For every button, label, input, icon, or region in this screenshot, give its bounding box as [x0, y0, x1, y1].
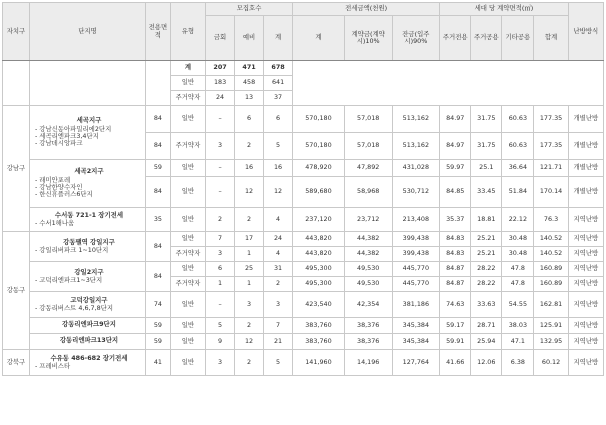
- excl-cell: 84.85: [440, 177, 471, 208]
- total-cell: 3: [264, 292, 293, 318]
- common-cell: 28.22: [471, 262, 502, 277]
- excl-cell: 35.37: [440, 208, 471, 232]
- total-cell: 7: [264, 318, 293, 334]
- complex-sub: - 프레비스타: [34, 362, 71, 370]
- header-price-group: 전세금액(천원): [293, 3, 440, 16]
- common-cell: 31.75: [471, 133, 502, 160]
- excl-cell: 84.97: [440, 133, 471, 160]
- summary-now: 207: [206, 61, 235, 76]
- sum-cell: 140.52: [534, 247, 568, 262]
- header-recruit-now: 금회: [206, 16, 235, 61]
- price-cell: 383,760: [293, 334, 345, 350]
- table-row: [3, 334, 604, 350]
- type-cell: 일반: [170, 318, 205, 334]
- table-row: [3, 232, 604, 247]
- type-cell: 주거약자: [170, 277, 205, 292]
- excl-cell: 41.66: [440, 350, 471, 376]
- heat-cell: 지역난방: [568, 318, 603, 334]
- other-cell: 60.63: [502, 106, 534, 133]
- type-cell: 주거약자: [170, 133, 205, 160]
- complex-title: 강동팰역 강일지구: [63, 237, 115, 246]
- reserve-cell: 2: [235, 208, 264, 232]
- complex-cell: [29, 334, 145, 350]
- complex-title: 세곡2지구: [74, 167, 104, 176]
- header-area-exclusive: 주거전용: [440, 16, 471, 61]
- now-cell: –: [206, 292, 235, 318]
- complex-cell: [29, 292, 145, 318]
- summary-type: 계: [170, 61, 205, 76]
- header-type: 유형: [170, 3, 205, 61]
- header-district: 자치구: [3, 3, 30, 61]
- other-cell: 30.48: [502, 247, 534, 262]
- other-cell: 60.63: [502, 133, 534, 160]
- excl-cell: 84.97: [440, 106, 471, 133]
- area-cell: 41: [145, 350, 170, 376]
- table-row: [3, 160, 604, 177]
- complex-cell: [29, 318, 145, 334]
- header-area-common: 주거공용: [471, 16, 502, 61]
- header-recruit-group: 모집호수: [206, 3, 293, 16]
- reserve-cell: 2: [235, 350, 264, 376]
- price-cell: 495,300: [293, 277, 345, 292]
- header-recruit-total: 계: [264, 16, 293, 61]
- header-price-balance: 잔금(입주시)90%: [392, 16, 440, 61]
- deposit-cell: 58,968: [344, 177, 392, 208]
- heat-cell: 지역난방: [568, 208, 603, 232]
- common-cell: 31.75: [471, 106, 502, 133]
- reserve-cell: 1: [235, 247, 264, 262]
- type-cell: 일반: [170, 208, 205, 232]
- common-cell: 18.81: [471, 208, 502, 232]
- sum-cell: 170.14: [534, 177, 568, 208]
- balance-cell: 213,408: [392, 208, 440, 232]
- price-cell: 443,820: [293, 232, 345, 247]
- reserve-cell: 12: [235, 334, 264, 350]
- excl-cell: 74.63: [440, 292, 471, 318]
- area-cell: 84: [145, 133, 170, 160]
- table-header: [3, 3, 604, 61]
- price-cell: 570,180: [293, 106, 345, 133]
- other-cell: 36.64: [502, 160, 534, 177]
- sum-cell: 177.35: [534, 106, 568, 133]
- reserve-cell: 12: [235, 177, 264, 208]
- complex-sub: - 강일리버파크 1~10단지: [34, 246, 109, 254]
- type-cell: 일반: [170, 177, 205, 208]
- common-cell: 12.06: [471, 350, 502, 376]
- total-cell: 4: [264, 247, 293, 262]
- area-cell: 59: [145, 334, 170, 350]
- summary-blank: [29, 61, 145, 106]
- area-cell: 59: [145, 318, 170, 334]
- excl-cell: 59.17: [440, 318, 471, 334]
- type-cell: 일반: [170, 160, 205, 177]
- now-cell: –: [206, 160, 235, 177]
- total-cell: 4: [264, 208, 293, 232]
- sum-cell: 160.89: [534, 262, 568, 277]
- price-cell: 589,680: [293, 177, 345, 208]
- total-cell: 24: [264, 232, 293, 247]
- complex-sub: - 고덕리엔파크1~3단지: [34, 276, 103, 284]
- deposit-cell: 49,530: [344, 277, 392, 292]
- price-cell: 237,120: [293, 208, 345, 232]
- reserve-cell: 6: [235, 106, 264, 133]
- excl-cell: 84.83: [440, 247, 471, 262]
- type-cell: 일반: [170, 232, 205, 247]
- price-cell: 478,920: [293, 160, 345, 177]
- other-cell: 22.12: [502, 208, 534, 232]
- balance-cell: 445,770: [392, 277, 440, 292]
- complex-sub: - 강남데시앙파크: [34, 139, 83, 148]
- header-price-total: 계: [293, 16, 345, 61]
- other-cell: 6.38: [502, 350, 534, 376]
- summary-reserve: 13: [235, 91, 264, 106]
- other-cell: 47.1: [502, 334, 534, 350]
- total-cell: 6: [264, 106, 293, 133]
- summary-type: 주거약자: [170, 91, 205, 106]
- now-cell: 7: [206, 232, 235, 247]
- summary-blank: [3, 61, 30, 106]
- deposit-cell: 44,382: [344, 247, 392, 262]
- heat-cell: 지역난방: [568, 292, 603, 318]
- complex-cell: [29, 106, 145, 160]
- area-cell: 35: [145, 208, 170, 232]
- header-recruit-reserve: 예비: [235, 16, 264, 61]
- district-cell: 강남구: [3, 106, 30, 232]
- header-heating: 난방방식: [568, 3, 603, 61]
- common-cell: 25.21: [471, 232, 502, 247]
- type-cell: 일반: [170, 334, 205, 350]
- heat-cell: 개별난방: [568, 177, 603, 208]
- heat-cell: 지역난방: [568, 277, 603, 292]
- other-cell: 47.8: [502, 277, 534, 292]
- heat-cell: 개별난방: [568, 133, 603, 160]
- deposit-cell: 44,382: [344, 232, 392, 247]
- complex-title: 수유동 486-682 장기전세: [50, 353, 128, 362]
- reserve-cell: 25: [235, 262, 264, 277]
- summary-reserve: 458: [235, 76, 264, 91]
- type-cell: 일반: [170, 292, 205, 318]
- balance-cell: 399,438: [392, 232, 440, 247]
- now-cell: 2: [206, 208, 235, 232]
- now-cell: 6: [206, 262, 235, 277]
- now-cell: –: [206, 106, 235, 133]
- other-cell: 38.03: [502, 318, 534, 334]
- complex-cell: [29, 232, 145, 262]
- area-cell: 59: [145, 160, 170, 177]
- complex-cell: [29, 160, 145, 208]
- heat-cell: 개별난방: [568, 106, 603, 133]
- price-cell: 423,540: [293, 292, 345, 318]
- complex-sub: - 래미안포레: [34, 175, 71, 184]
- complex-cell: [29, 350, 145, 376]
- price-cell: 495,300: [293, 262, 345, 277]
- now-cell: 9: [206, 334, 235, 350]
- table-row: [3, 106, 604, 133]
- type-cell: 일반: [170, 350, 205, 376]
- now-cell: 3: [206, 133, 235, 160]
- excl-cell: 84.87: [440, 277, 471, 292]
- price-cell: 141,960: [293, 350, 345, 376]
- summary-blank: [145, 61, 170, 106]
- complex-cell: [29, 208, 145, 232]
- complex-title: 세곡지구: [76, 116, 102, 125]
- summary-reserve: 471: [235, 61, 264, 76]
- excl-cell: 59.97: [440, 160, 471, 177]
- other-cell: 51.84: [502, 177, 534, 208]
- district-cell: 강동구: [3, 232, 30, 350]
- sum-cell: 160.89: [534, 277, 568, 292]
- type-cell: 주거약자: [170, 247, 205, 262]
- deposit-cell: 38,376: [344, 318, 392, 334]
- type-cell: 일반: [170, 262, 205, 277]
- table-row: [3, 262, 604, 277]
- now-cell: 3: [206, 350, 235, 376]
- complex-sub: - 강동리버스트 4,6,7,8단지: [34, 304, 114, 312]
- reserve-cell: 1: [235, 277, 264, 292]
- header-area-sum: 합계: [534, 16, 568, 61]
- sum-cell: 121.71: [534, 160, 568, 177]
- complex-sub: - 한신휴플러스6단지: [34, 190, 93, 199]
- reserve-cell: 2: [235, 133, 264, 160]
- summary-total: 678: [264, 61, 293, 76]
- common-cell: 25.1: [471, 160, 502, 177]
- balance-cell: 431,028: [392, 160, 440, 177]
- common-cell: 33.45: [471, 177, 502, 208]
- deposit-cell: 38,376: [344, 334, 392, 350]
- deposit-cell: 57,018: [344, 133, 392, 160]
- sum-cell: 177.35: [534, 133, 568, 160]
- type-cell: 일반: [170, 106, 205, 133]
- sum-cell: 125.91: [534, 318, 568, 334]
- total-cell: 5: [264, 350, 293, 376]
- total-cell: 31: [264, 262, 293, 277]
- total-cell: 5: [264, 133, 293, 160]
- price-cell: 383,760: [293, 318, 345, 334]
- now-cell: 1: [206, 277, 235, 292]
- deposit-cell: 23,712: [344, 208, 392, 232]
- sum-cell: 162.81: [534, 292, 568, 318]
- reserve-cell: 3: [235, 292, 264, 318]
- reserve-cell: 17: [235, 232, 264, 247]
- table-row: [3, 208, 604, 232]
- reserve-cell: 16: [235, 160, 264, 177]
- total-cell: 12: [264, 177, 293, 208]
- area-cell: 74: [145, 292, 170, 318]
- price-cell: 443,820: [293, 247, 345, 262]
- complex-cell: [29, 262, 145, 292]
- summary-blank: [293, 61, 604, 106]
- area-cell: 84: [145, 177, 170, 208]
- balance-cell: 530,712: [392, 177, 440, 208]
- now-cell: 3: [206, 247, 235, 262]
- balance-cell: 513,162: [392, 133, 440, 160]
- reserve-cell: 2: [235, 318, 264, 334]
- summary-now: 24: [206, 91, 235, 106]
- summary-row: [3, 61, 604, 76]
- deposit-cell: 14,196: [344, 350, 392, 376]
- complex-sub: - 수서1해나움: [34, 219, 75, 227]
- area-cell: 84: [145, 232, 170, 262]
- complex-title: 강동리엔파크9단지: [62, 320, 116, 329]
- now-cell: 5: [206, 318, 235, 334]
- balance-cell: 445,770: [392, 262, 440, 277]
- table-body: [3, 61, 604, 376]
- table-row: [3, 350, 604, 376]
- summary-type: 일반: [170, 76, 205, 91]
- heat-cell: 개별난방: [568, 160, 603, 177]
- balance-cell: 513,162: [392, 106, 440, 133]
- header-area-other: 기타공용: [502, 16, 534, 61]
- complex-sub: - 강남신동아파밀리에2단지: [34, 124, 112, 133]
- heat-cell: 지역난방: [568, 262, 603, 277]
- complex-title: 강일2지구: [74, 267, 104, 276]
- excl-cell: 59.91: [440, 334, 471, 350]
- summary-total: 37: [264, 91, 293, 106]
- balance-cell: 381,186: [392, 292, 440, 318]
- sum-cell: 132.95: [534, 334, 568, 350]
- sum-cell: 76.3: [534, 208, 568, 232]
- heat-cell: 지역난방: [568, 334, 603, 350]
- table-row: [3, 318, 604, 334]
- area-cell: 84: [145, 262, 170, 292]
- heat-cell: 지역난방: [568, 350, 603, 376]
- header-price-deposit: 계약금(계약시)10%: [344, 16, 392, 61]
- total-cell: 16: [264, 160, 293, 177]
- heat-cell: 지역난방: [568, 247, 603, 262]
- header-complex: 단지명: [29, 3, 145, 61]
- header-area-group: 세대 당 계약면적(㎡): [440, 3, 568, 16]
- common-cell: 25.94: [471, 334, 502, 350]
- summary-now: 183: [206, 76, 235, 91]
- now-cell: –: [206, 177, 235, 208]
- heat-cell: 지역난방: [568, 232, 603, 247]
- area-cell: 84: [145, 106, 170, 133]
- sum-cell: 140.52: [534, 232, 568, 247]
- deposit-cell: 47,892: [344, 160, 392, 177]
- complex-title: 고덕강일지구: [70, 295, 108, 304]
- excl-cell: 84.87: [440, 262, 471, 277]
- header-area: 전용면적: [145, 3, 170, 61]
- common-cell: 28.71: [471, 318, 502, 334]
- price-cell: 570,180: [293, 133, 345, 160]
- complex-sub: - 강남한양수자인: [34, 183, 83, 191]
- other-cell: 47.8: [502, 262, 534, 277]
- summary-total: 641: [264, 76, 293, 91]
- other-cell: 30.48: [502, 232, 534, 247]
- total-cell: 21: [264, 334, 293, 350]
- complex-title: 수서동 721-1 장기전세: [54, 210, 123, 219]
- deposit-cell: 57,018: [344, 106, 392, 133]
- sum-cell: 60.12: [534, 350, 568, 376]
- common-cell: 25.21: [471, 247, 502, 262]
- balance-cell: 127,764: [392, 350, 440, 376]
- rental-supply-table: [2, 2, 604, 376]
- complex-title: 강동리엔파크13단지: [59, 336, 119, 345]
- common-cell: 33.63: [471, 292, 502, 318]
- other-cell: 54.55: [502, 292, 534, 318]
- common-cell: 28.22: [471, 277, 502, 292]
- balance-cell: 399,438: [392, 247, 440, 262]
- deposit-cell: 42,354: [344, 292, 392, 318]
- district-cell: 강북구: [3, 350, 30, 376]
- balance-cell: 345,384: [392, 334, 440, 350]
- excl-cell: 84.83: [440, 232, 471, 247]
- total-cell: 2: [264, 277, 293, 292]
- table-row: [3, 292, 604, 318]
- complex-sub: - 세곡리엔파크3,4단지: [34, 132, 99, 140]
- balance-cell: 345,384: [392, 318, 440, 334]
- deposit-cell: 49,530: [344, 262, 392, 277]
